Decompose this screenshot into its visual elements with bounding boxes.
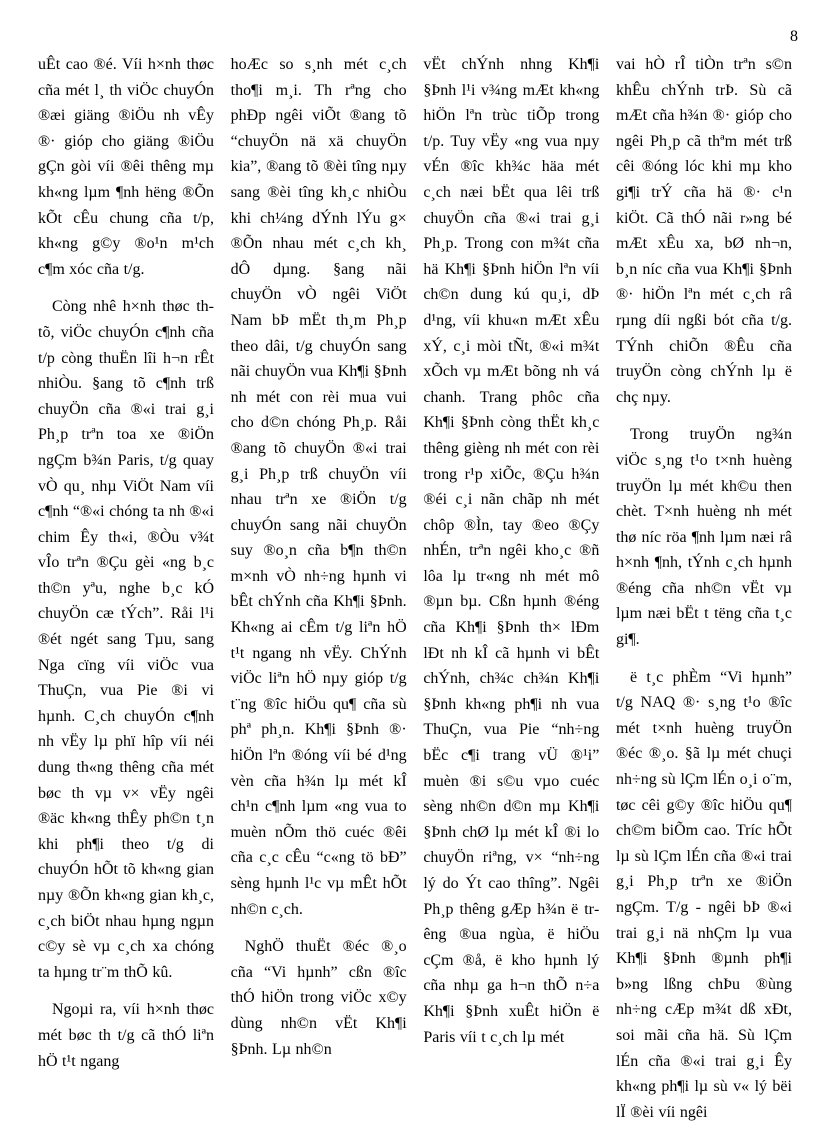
page-number: 8 [790, 28, 798, 45]
column-3 [423, 52, 599, 1092]
text-columns [38, 52, 792, 1121]
paragraph: uÊt cao ®é. Víi h×nh thøc cña mét l¸ th viÖc chuyÓn ®æi giäng ®iÖu nh vÊy ®· gióp cho giäng ®iÖu gÇn gòi víi ®êi thêng mµ kh«ng lµm ¶nh hëng ®Õn kÕt cÊu chung cña t/p, kh«ng g©y ®o¹n m¹ch c¶m xóc cña t/g. [38, 56, 214, 278]
paragraph: Trong truyÖn ng¾n viÖc s¸ng t¹o t×nh huèng truyÖn lµ mét kh©u then chèt. T×nh huèng nh mét thø níc röa ¶nh lµm næi râ h×nh ¶nh, tÝnh c¸ch hµnh ®éng cña nh©n vËt vµ lµm næi bËt t tëng cña t¸c gi¶. [615, 426, 792, 649]
paragraph: vËt chÝnh nhng Kh¶i §Þnh l¹i v¾ng mÆt kh«ng hiÖn lªn trùc tiÕp trong t/p. Tuy vËy «ng vua nµy vÉn ®îc kh¾c häa mét c¸ch næi bËt qua lêi trß chuyÖn cña ®«i trai g¸i Ph¸p. Trong con m¾t cña hä Kh¶i §Þnh hiÖn lªn víi ch©n dung kú qu¸i, dÞ d¹ng, víi khu«n mÆt xÊu xÝ, c¸i mòi tÑt, ®«i m¾t xÕch vµ mÆt bõng nh vá chanh. Trang phôc cña Kh¶i §Þnh còng thËt kh¸c thêng gièng nh mét con rèi trong r¹p xiÕc, ®Çu h¾n ®éi c¸i nãn chãp nh mét chôp ®Ìn, tay ®eo ®Çy nhÉn, trªn ngêi kho¸c ®ñ lôa lµ tr«ng nh mét mô ®µn bµ. Cßn hµnh ®éng cña Kh¶i §Þnh th× lÐm lÐt nh kÎ cã hµnh vi bÊt chÝnh, ch¾c ch¾n Kh¶i §Þnh kh«ng ph¶i nh vua ThuÇn, vua Pie “nh÷ng bËc c¶i trang vÜ ®¹i” muèn ®i s©u vµo cuéc sèng nh©n d©n mµ Kh¶i §Þnh chØ lµ mét kÎ ®i lo chuyÖn riªng, v× “nh÷ng lý do Ýt cao thîng”. Ngêi Ph¸p thêng gÆp h¾n ë trêng ®ua ngùa, ë hiÖu cÇm ®å, ë kho hµnh lý cña nhµ ga h¬n thÕ n÷a Kh¶i §Þnh xuÊt hiÖn ë Paris víi t c¸ch lµ mét [423, 56, 600, 1046]
paragraph: NghÖ thuËt ®éc ®¸o cña “Vi hµnh” cßn ®îc thÓ hiÖn trong viÖc x©y dùng nh©n vËt Kh¶i §Þnh. Lµ nh©n [230, 938, 407, 1058]
paragraph: ë t¸c phÈm “Vi hµnh” t/g NAQ ®· s¸ng t¹o ®îc mét t×nh huèng truyÖn ®éc ®¸o. §ã lµ mét chuçi nh÷ng sù lÇm lÉn o¸i o¨m, tøc cêi g©y ®îc hiÖu qu¶ ch©m biÕm cao. Tríc hÕt lµ sù lÇm lÉn cña ®«i trai g¸i Ph¸p trªn xe ®iÖn ngÇm. T/g - ngêi bÞ ®«i trai g¸i nä nhÇm lµ vua Kh¶i §Þnh ®µnh ph¶i b»ng lßng chÞu ®ùng nh÷ng cÆp m¾t dß xÐt, soi mãi cña hä. Sù lÇm lÉn cña ®«i trai g¸i Êy kh«ng ph¶i lµ sù v« lý bëi lÏ ®èi víi ngêi [615, 668, 792, 1121]
paragraph: vai hÒ rÎ tiÒn trªn s©n khÊu chÝnh trÞ. Sù cã mÆt cña h¾n ®· gióp cho ngêi Ph¸p cã thªm mét trß cêi ®óng lóc khi mµ kho gi¶i trÝ cña hä ®· c¹n kiÖt. Cã thÓ nãi r»ng bé mÆt xÊu xa, bØ nh¬n, b¸n níc cña vua Kh¶i §Þnh ®· hiÖn lªn mét c¸ch râ rµng díi ngßi bót cña t/g. TÝnh chiÕn ®Êu cña truyÖn còng chÝnh lµ ë chç nµy. [615, 56, 792, 406]
paragraph: Ngoµi ra, víi h×nh thøc mét bøc th t/g cã thÓ liªn hÖ t¹t ngang [38, 1001, 214, 1070]
column-1 [38, 52, 214, 1092]
column-4 [615, 52, 792, 1121]
column-2 [231, 52, 407, 1092]
paragraph: hoÆc so s¸nh mét c¸ch tho¶i m¸i. Th rªng cho phÐp ngêi viÕt ®ang tõ “chuyÖn nä xä chuyÖn kia”, ®ang tõ ®èi tîng nµy sang ®èi tîng kh¸c nhiÒu khi ch¼ng dÝnh lÝu g× ®Õn nhau mét c¸ch kh¸ dÔ dµng. §ang nãi chuyÖn vÒ ngêi ViÖt Nam bÞ mËt th¸m Ph¸p theo dâi, t/g chuyÓn sang nãi chuyÖn vua Kh¶i §Þnh nh mét con rèi mua vui cho d©n chóng Ph¸p. Råi ®ang tõ chuyÖn ®«i trai g¸i Ph¸p trß chuyÖn víi nhau trªn xe ®iÖn t/g chuyÓn sang nãi chuyÖn suy ®o¸n cña b¶n th©n m×nh vÒ nh÷ng hµnh vi bÊt chÝnh cña Kh¶i §Þnh. Kh«ng ai cÊm t/g liªn hÖ t¹t ngang nh vËy. ChÝnh viÖc liªn hÖ nµy gióp t/g t¨ng ®îc hiÖu qu¶ cña sù phª ph¸n. Kh¶i §Þnh ®· hiÖn lªn ®óng víi bé d¹ng vèn cña h¾n lµ mét kÎ ch¹n c¶nh lµm «ng vua to muèn nÕm thö cuéc ®êi cña c¸c cÊu “c«ng tö bÐ” sèng hµnh l¹c vµ mÊt hÕt nh©n c¸ch. [230, 56, 407, 918]
paragraph: Còng nhê h×nh thøc th tõ, viÖc chuyÓn c¶nh cña t/p còng thuËn lîi h¬n rÊt nhiÒu. §ang tõ c¶nh trß chuyÖn cña ®«i trai g¸i Ph¸p trªn toa xe ®iÖn ngÇm b¾n Paris, t/g quay vÒ qu¸ nhµ ViÖt Nam víi c¶nh “®«i chóng ta nh ®«i chim Êy th«i, ®Òu v¾t vÎo trªn ®Çu gèi «ng b¸c th©n yªu, nghe b¸c kÓ chuyÖn cæ tÝch”. Råi l¹i ®ét ngét sang Tµu, sang Nga cïng víi viÖc vua ThuÇn, vua Pie ®i vi hµnh. C¸ch chuyÓn c¶nh nh vËy lµ phï hîp víi néi dung th«ng thêng cña mét bøc th vµ v× vËy ngêi ®äc kh«ng thÊy ph©n t¸n khi ph¶i theo t/g di chuyÓn hÕt tõ kh«ng gian nµy ®Õn kh«ng gian kh¸c, c¸ch biÖt nhau hµng ngµn c©y sè vµ c¸ch xa chóng ta hµng tr¨m thÕ kû. [38, 298, 214, 981]
